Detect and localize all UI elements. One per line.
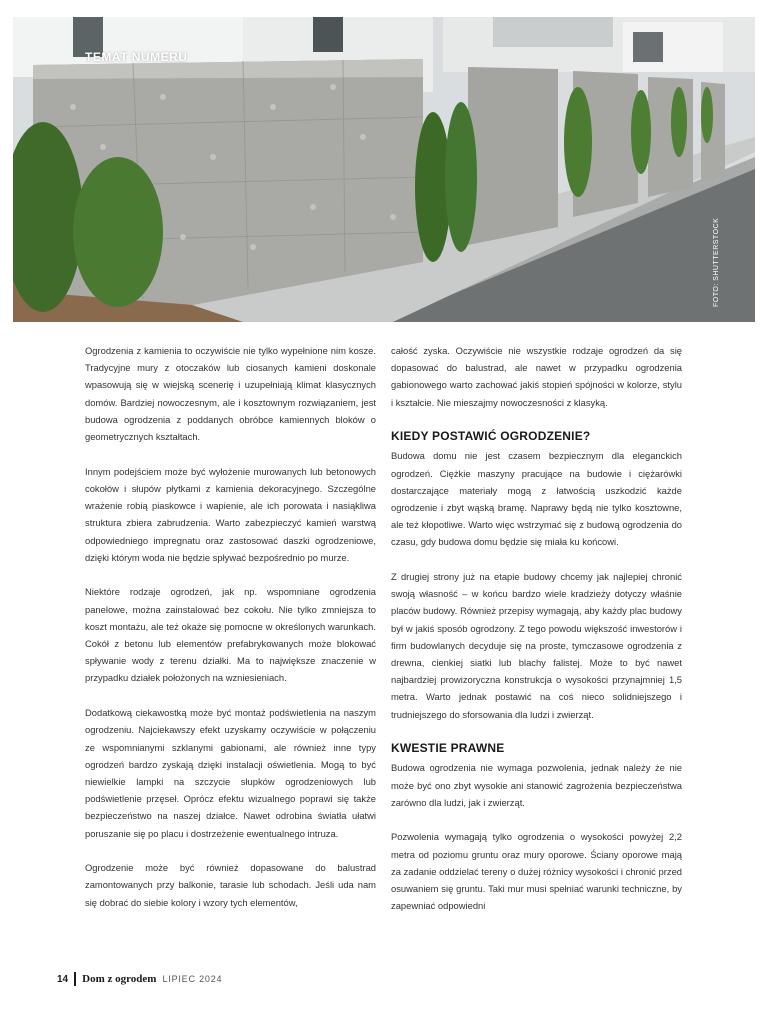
body-paragraph: Dodatkową ciekawostką może być montaż podświetlenia na naszym ogrodzeniu. Najciekawszy efekt uzyskamy oczywiście w połączeniu ze wspomnianymi szklanymi gabionami, ale również inne typy ogrodzeń bardzo zyskają dzięki instalacji oświetlenia. Mogą to być niewielkie lampki na szczycie słupków ogrodzeniowych lub podświetlenie przęseł. Oprócz efektu wizualnego poprawi się także bezpieczeństwo na naszej działce. Nawet odrobina światła ułatwi poruszanie się po placu i dostrzeżenie ewentualnego intruza. bbox=[85, 707, 376, 839]
body-paragraph: Pozwolenia wymagają tylko ogrodzenia o wysokości powyżej 2,2 metra od poziomu gruntu oraz mury oporowe. Ściany oporowe mają za zadanie oddzielać tereny o dużej różnicy wysokości i chronić przed osuwaniem się gruntu. Taki mur musi spełniać warunki techniczne, by zapewniać odpowiedni bbox=[391, 831, 682, 912]
body-paragraph: Budowa domu nie jest czasem bezpiecznym dla eleganckich ogrodzeń. Ciężkie maszyny pracujące na budowie i ciężarówki dostarczające materiały mogą z łatwością uszkodzić każde ogrodzenie i zbyt wąską bramę. Naprawy będą nie tylko kosztowne, ale też kłopotliwe. Warto więc wstrzymać się z budową ogrodzenia do czasu, gdy budowa domu będzie się miała ku końcowi. bbox=[391, 450, 682, 548]
photo-credit: FOTO: SHUTTERSTOCK bbox=[713, 217, 720, 307]
issue-date: LIPIEC 2024 bbox=[162, 974, 223, 984]
body-paragraph: Budowa ogrodzenia nie wymaga pozwolenia, jednak należy że nie może być ono zbyt wysokie ani stanowić zagrożenia bezpieczeństwa zarówno dla ludzi, jak i zwierząt. bbox=[391, 762, 682, 808]
body-paragraph: całość zyska. Oczywiście nie wszystkie rodzaje ogrodzeń da się dopasować do balustrad, ale nawet w przypadku ogrodzenia gabionowego warto zachować jakiś stopień spójności w kolorze, stylu i kształcie. Nie mieszajmy nowoczesności z klasyką. bbox=[391, 345, 682, 408]
article-right-column bbox=[391, 342, 682, 932]
article-left-column bbox=[85, 342, 376, 928]
body-paragraph: Ogrodzenia z kamienia to oczywiście nie tylko wypełnione nim kosze. Tradycyjne mury z otoczaków lub ciosanych kamieni doskonale wpasowują się w wiejską scenerię i uzupełniają klimat klasycznych domów. Bardziej nowoczesnym, ale i kosztownym rozwiązaniem, jest budowa ogrodzenia z poddanych obróbce kamiennych bloków o geometrycznych kształtach. bbox=[85, 345, 376, 443]
section-tag: TEMAT NUMERU bbox=[85, 50, 188, 64]
body-paragraph: Ogrodzenie może być również dopasowane do balustrad zamontowanych przy balkonie, tarasie lub schodach. Jeśli uda nam się dobrać do siebie kolory i wzory tych elementów, bbox=[85, 862, 376, 908]
magazine-name: Dom z ogrodem bbox=[82, 973, 157, 985]
section-heading: KWESTIE PRAWNE bbox=[391, 741, 505, 756]
body-paragraph: Niektóre rodzaje ogrodzeń, jak np. wspomniane ogrodzenia panelowe, można zainstalować bez cokołu. Nie tylko zmniejsza to koszt montażu, ale też okaże się pomocne w określonych warunkach. Cokół z betonu lub elementów prefabrykowanych może blokować spływanie wody z terenu działki. Ma to największe znaczenie w przypadku działek położonych na wzniesieniach. bbox=[85, 586, 376, 684]
body-paragraph: Z drugiej strony już na etapie budowy chcemy jak najlepiej chronić swoją własność – w końcu bardzo wiele kradzieży dotyczy właśnie placów budowy. Również przepisy wymagają, aby każdy plac budowy był w jakiś sposób ogrodzony. Z tego powodu większość inwestorów i firm budowlanych decyduje się na proste, tymczasowe ogrodzenia z drewna, cienkiej siatki lub blachy falistej. Może to być nawet najbardziej prowizoryczna konstrukcja o wysokości przynajmniej 1,5 metra. Warto jednak postawić na coś nieco solidniejszego i trudniejszego do sforsowania dla ludzi i zwierząt. bbox=[391, 571, 682, 720]
gabion-fence-photo bbox=[13, 17, 755, 322]
page-footer bbox=[57, 971, 222, 987]
section-heading: KIEDY POSTAWIĆ OGRODZENIE? bbox=[391, 429, 591, 444]
page-number: 14 bbox=[57, 973, 69, 985]
body-paragraph: Innym podejściem może być wyłożenie murowanych lub betonowych cokołów i słupów płytkami z kamienia dekoracyjnego. Szczególne wrażenie robią piaskowce i wapienie, ale ich porowata i nasiąkliwa struktura zbiera zabrudzenia. Warto zabezpieczyć kamień warstwą odpowiedniego impregnatu oraz zastosować daszki ogrodzeniowe, dzięki którym woda nie będzie spływać bezpośrednio po murze. bbox=[85, 465, 376, 563]
footer-divider bbox=[74, 972, 76, 986]
